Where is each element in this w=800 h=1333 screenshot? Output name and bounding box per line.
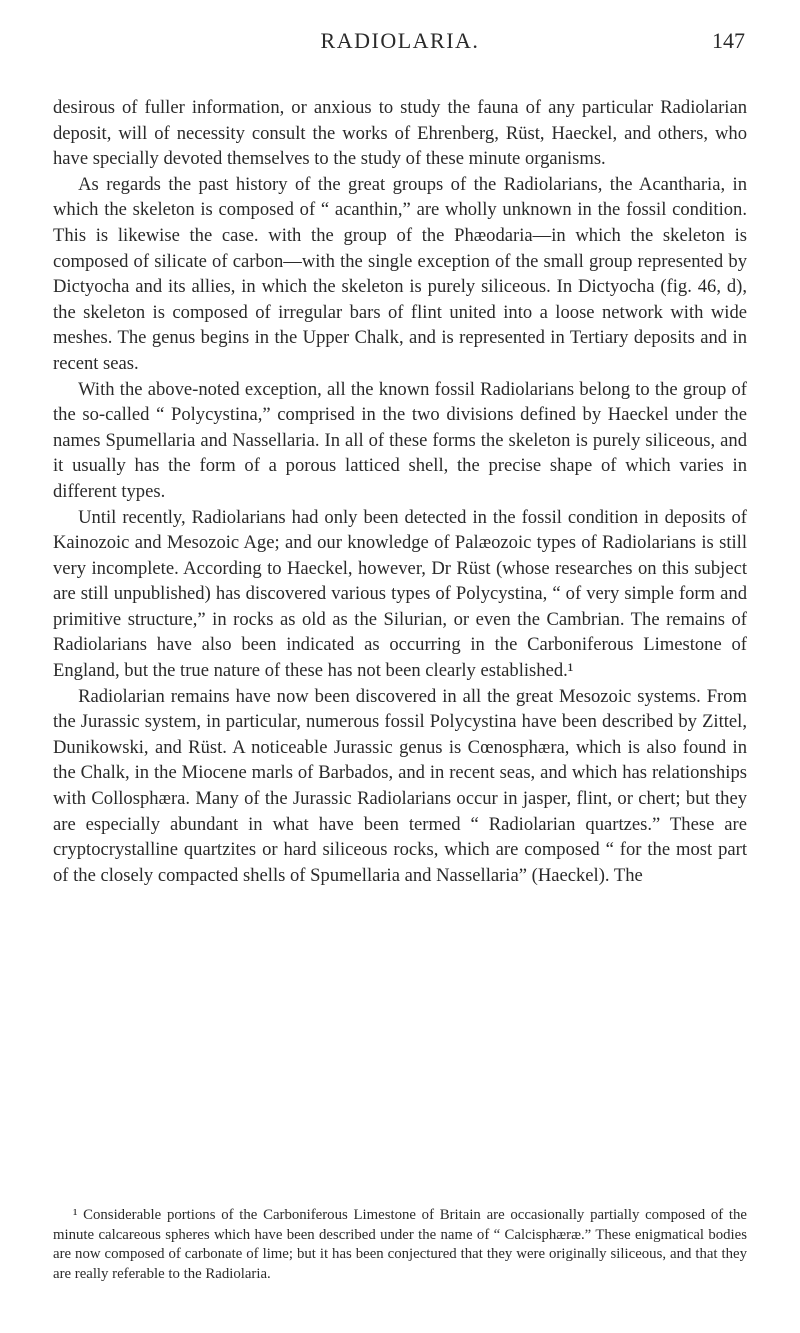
paragraph: With the above-noted exception, all the known fossil Radiolarians belong to the group of the so-called “ Polycystina,” comprised in the two divisions defined by Haeckel under the names Spumellaria and Nassellaria. In all of these forms the skeleton is purely siliceous, and it usually has the form of a porous latticed shell, the precise shape of which varies in different types. — [53, 378, 747, 502]
paragraph: Radiolarian remains have now been discovered in all the great Mesozoic systems. From the Jurassic system, in particular, numerous fossil Polycystina have been described by Zittel, Dunikowski, and Rüst. A noticeable Jurassic genus is Cœnosphæra, which is also found in the Chalk, in the Miocene marls of Barbados, and in recent seas, and which has relationships with Collosphæra. Many of the Jurassic Radiolarians occur in jasper, flint, or chert; but they are especially abundant in what have been termed “ Radiolarian quartzes.” These are cryptocrystalline quartzites or hard siliceous rocks, which are composed “ for the most part of the closely compacted shells of Spumellaria and Nassellaria” (Haeckel). The — [53, 685, 747, 886]
footnote — [53, 1206, 747, 1284]
paragraph: desirous of fuller information, or anxious to study the fauna of any particular Radiolarian deposit, will of necessity consult the works of Ehrenberg, Rüst, Haeckel, and others, who have specially devoted themselves to the study of these minute organisms. — [53, 97, 747, 170]
paragraph: As regards the past history of the great groups of the Radiolarians, the Acantharia, in which the skeleton is composed of “ acanthin,” are wholly unknown in the fossil condition. This is likewise the case. with the group of the Phæodaria—in which the skeleton is composed of silicate of carbon—with the single exception of the small group represented by Dictyocha and its allies, in which the skeleton is purely siliceous. In Dictyocha (fig. 46, d), the skeleton is composed of irregular bars of flint united into a loose network with wide meshes. The genus begins in the Upper Chalk, and is represented in Tertiary deposits and in recent seas. — [53, 173, 747, 374]
running-head: RADIOLARIA. — [320, 28, 480, 53]
page-number: 147 — [712, 28, 745, 53]
page-header — [55, 28, 745, 58]
footnote-text: ¹ Considerable portions of the Carboniferous Limestone of Britain are occasionally partially composed of the minute calcareous spheres which have been described under the name of “ Calcisphæræ.” These enigmatical bodies are now composed of carbonate of lime; but it has been conjectured that they were originally siliceous, and that they are really referable to the Radiolaria. — [53, 1207, 747, 1282]
body-text — [53, 95, 747, 888]
paragraph: Until recently, Radiolarians had only been detected in the fossil condition in deposits of Kainozoic and Mesozoic Age; and our knowledge of Palæozoic types of Radiolarians is still very incomplete. According to Haeckel, however, Dr Rüst (whose researches on this subject are still unpublished) has discovered various types of Polycystina, “ of very simple form and primitive structure,” in rocks as old as the Silurian, or even the Cambrian. The remains of Radiolarians have also been indicated as occurring in the Carboniferous Limestone of England, but the true nature of these has not been clearly established.¹ — [53, 506, 747, 682]
